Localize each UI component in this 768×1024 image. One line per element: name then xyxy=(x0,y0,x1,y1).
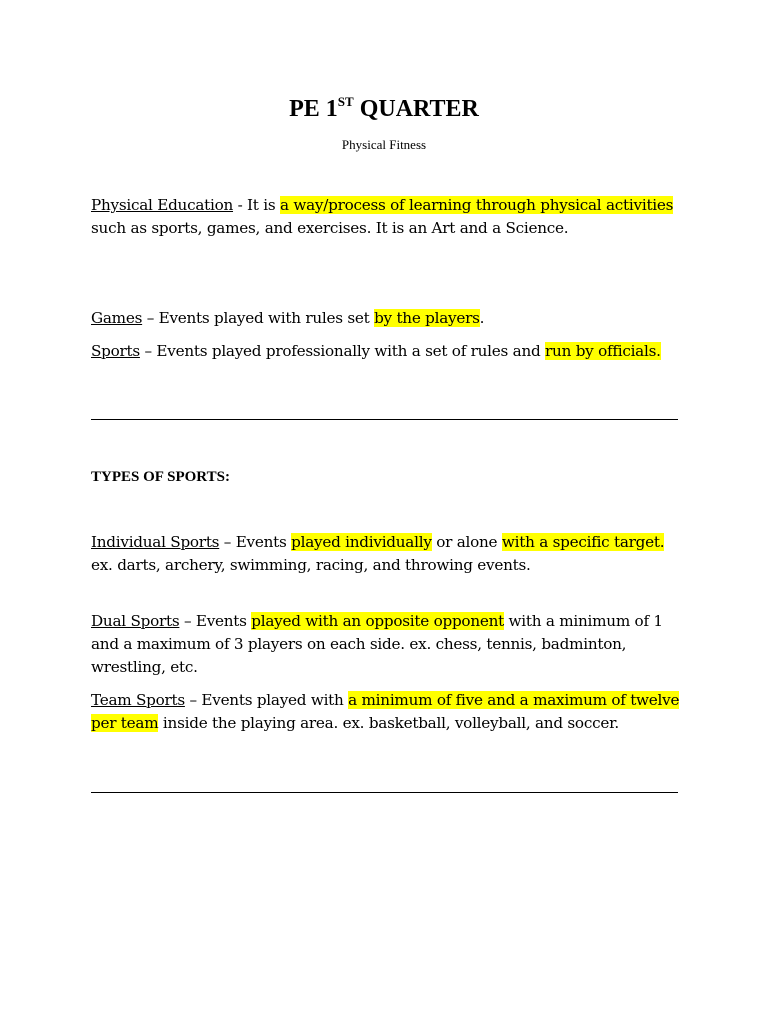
sports-text-1: – Events played professionally with a set of rules and xyxy=(139,342,546,360)
dual-text-1: – Events xyxy=(179,612,252,630)
dual-text-2: with a minimum of 1 and a maximum of 3 players on each side. ex. chess, tennis, badminton, wrestling, etc. xyxy=(91,612,663,676)
sports-highlight: run by officials. xyxy=(545,342,661,360)
divider-1 xyxy=(91,419,678,420)
individual-highlight-2: with a specific target. xyxy=(501,533,665,551)
dual-term: Dual Sports xyxy=(91,612,180,630)
page-title xyxy=(0,94,768,127)
dual-highlight: played with an opposite opponent xyxy=(251,612,504,630)
sports-term: Sports xyxy=(91,342,140,360)
individual-text-2: or alone xyxy=(431,533,502,551)
games-term: Games xyxy=(91,309,143,327)
sports-definition xyxy=(91,340,686,363)
pe-text-2: such as sports, games, and exercises. It is an Art and a Science. xyxy=(91,219,569,237)
page-subtitle: Physical Fitness xyxy=(341,137,427,152)
divider-2 xyxy=(91,792,678,793)
games-text-1: – Events played with rules set xyxy=(142,309,375,327)
individual-text-3: ex. darts, archery, swimming, racing, and throwing events. xyxy=(91,556,531,574)
individual-term: Individual Sports xyxy=(91,533,220,551)
dual-sports xyxy=(91,610,686,679)
team-term: Team Sports xyxy=(91,691,185,709)
title-superscript: ST xyxy=(337,94,354,109)
pe-definition xyxy=(91,194,686,240)
title-main: PE 1 xyxy=(289,96,338,122)
pe-highlight: a way/process of learning through physical activities xyxy=(279,196,674,214)
pe-term: Physical Education xyxy=(91,196,234,214)
team-sports xyxy=(91,689,686,735)
pe-text-1: - It is xyxy=(233,196,280,214)
types-heading: TYPES OF SPORTS: xyxy=(91,469,230,485)
games-definition xyxy=(91,307,686,330)
individual-sports xyxy=(91,531,686,577)
games-highlight: by the players xyxy=(374,309,480,327)
games-text-2: . xyxy=(479,309,485,327)
title-rest: QUARTER xyxy=(353,96,479,122)
team-text-1: – Events played with xyxy=(184,691,349,709)
team-highlight: a minimum of five and a maximum of twelve per team xyxy=(91,691,680,732)
team-text-2: inside the playing area. ex. basketball, volleyball, and soccer. xyxy=(158,714,619,732)
individual-highlight-1: played individually xyxy=(291,533,432,551)
individual-text-1: – Events xyxy=(219,533,292,551)
